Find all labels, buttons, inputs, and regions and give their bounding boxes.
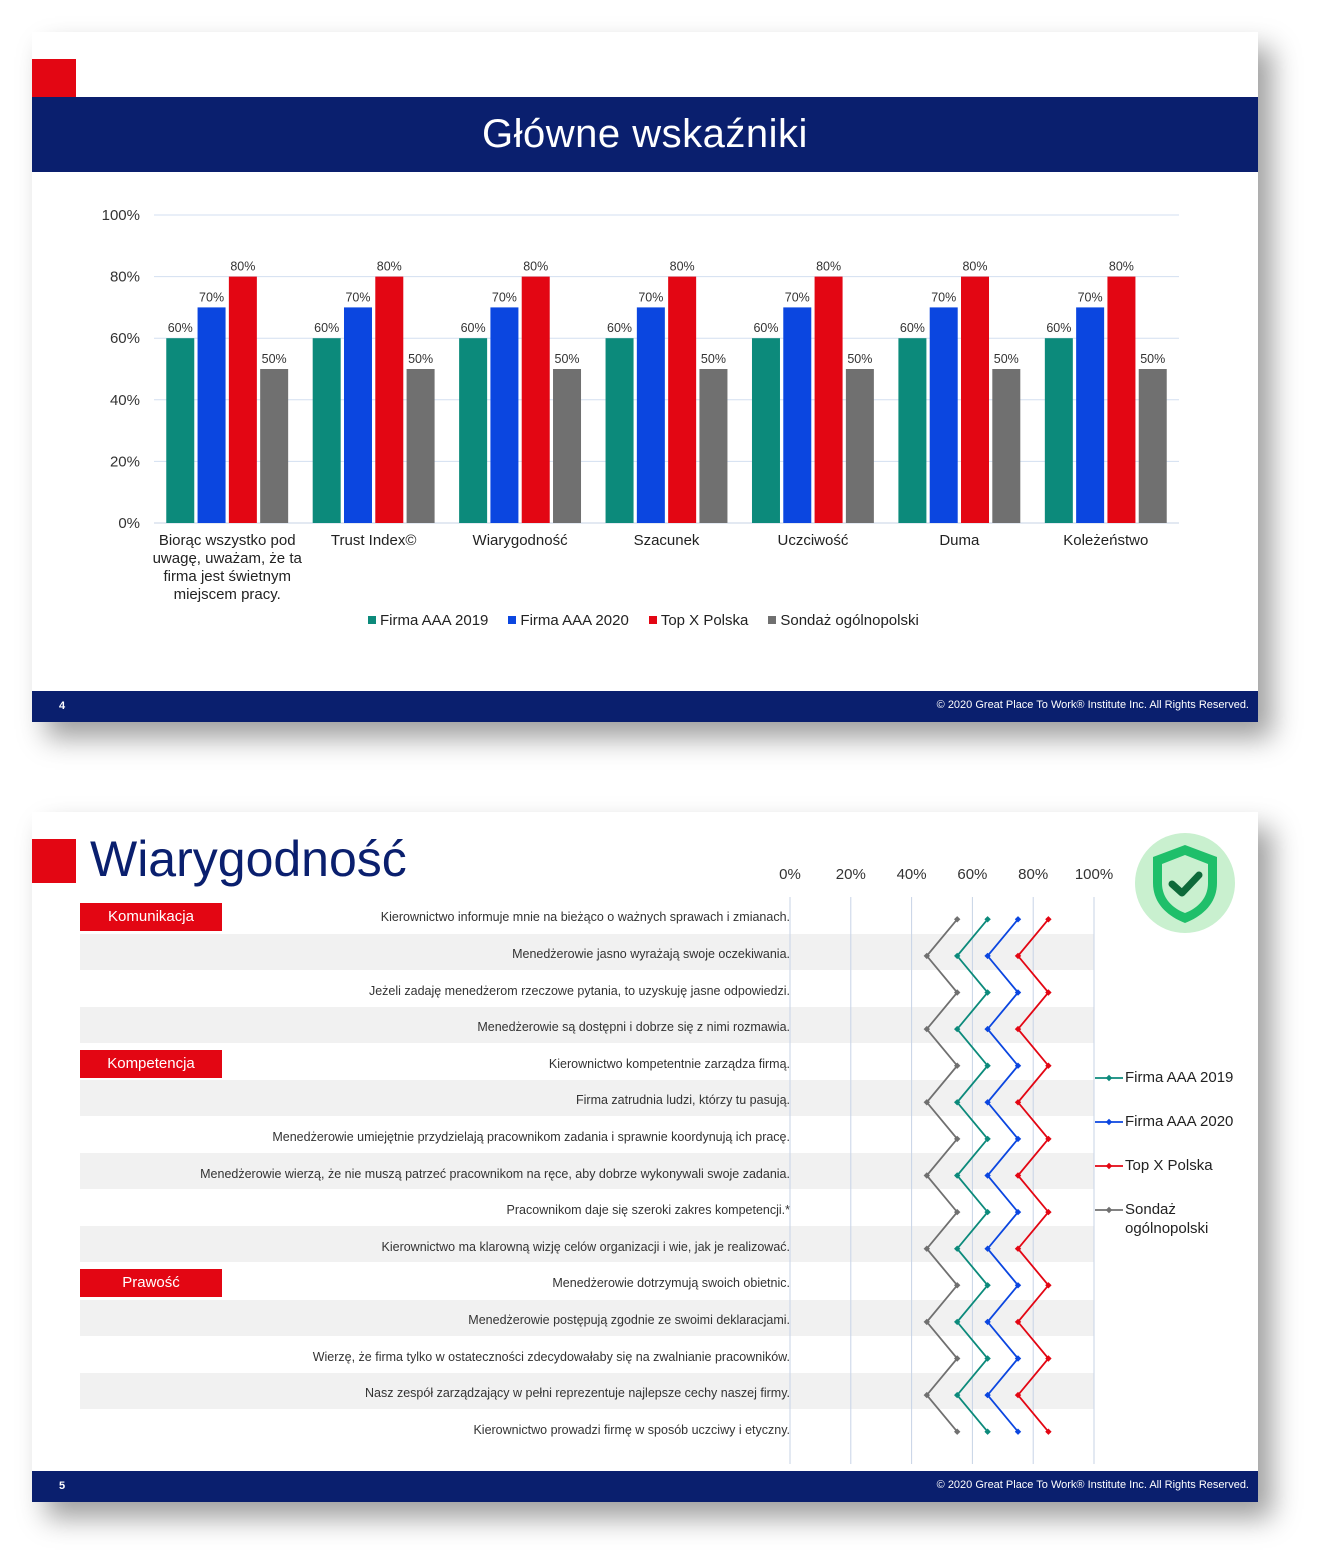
data-label: 50%	[261, 352, 287, 366]
x-tick-label: Szacunek	[633, 532, 700, 549]
data-label: 80%	[669, 259, 695, 274]
data-label: 60%	[314, 321, 340, 336]
y-tick-label: 20%	[109, 453, 140, 471]
data-label: 50%	[1140, 352, 1166, 366]
x-tick-label: Duma	[939, 532, 980, 549]
bar	[313, 338, 341, 523]
x-tick-label: Trust Index©	[330, 532, 417, 549]
data-label: 60%	[1046, 321, 1072, 336]
legend-label: Top X Polska	[660, 612, 749, 629]
data-label: 60%	[753, 321, 779, 336]
bar	[606, 338, 634, 523]
data-label: 50%	[700, 352, 726, 366]
legend-marker	[1094, 1200, 1124, 1220]
bar	[166, 338, 194, 523]
legend-marker	[1094, 1112, 1124, 1132]
data-label: 70%	[491, 290, 517, 305]
bar	[846, 369, 874, 523]
data-label: 50%	[847, 352, 873, 366]
bar	[930, 307, 958, 523]
question-text: Menedżerowie są dostępni i dobrze się z nimi rozmawia.	[477, 1020, 790, 1035]
page-number: 4	[59, 700, 66, 712]
question-text: Kierownictwo ma klarowną wizję celów organizacji i wie, jak je realizować.	[381, 1239, 790, 1254]
bar	[783, 307, 811, 523]
question-text: Menedżerowie dotrzymują swoich obietnic.	[552, 1276, 790, 1291]
data-label: 60%	[899, 321, 925, 336]
bar	[260, 369, 288, 523]
legend-label: Firma AAA 2019	[1125, 1069, 1234, 1086]
x-tick-label: 0%	[779, 866, 801, 883]
data-label: 60%	[607, 321, 633, 336]
question-text: Menedżerowie postępują zgodnie ze swoimi deklaracjami.	[468, 1312, 790, 1327]
legend-marker	[1094, 1068, 1124, 1088]
legend-swatch	[768, 616, 776, 624]
shield-check-icon	[1135, 833, 1235, 933]
legend-swatch	[368, 616, 376, 624]
slide-main-indicators	[32, 32, 1258, 722]
section-label: Kompetencja	[80, 1050, 222, 1078]
legend-label: Firma AAA 2020	[520, 612, 629, 629]
data-label: 70%	[345, 290, 371, 305]
data-label: 80%	[523, 259, 549, 274]
legend-label: Sondaż ogólnopolski	[1125, 1201, 1209, 1237]
legend-item	[649, 612, 749, 629]
data-label: 50%	[408, 352, 434, 366]
footer-bar	[32, 691, 1258, 722]
data-label: 80%	[1108, 259, 1134, 274]
copyright: © 2020 Great Place To Work® Institute Inc. All Rights Reserved.	[936, 699, 1249, 711]
x-tick-label: Wiarygodność	[472, 532, 568, 549]
data-label: 60%	[167, 321, 193, 336]
legend-item	[508, 612, 628, 629]
y-tick-label: 0%	[118, 515, 140, 532]
footer-bar	[32, 1471, 1258, 1502]
x-tick-label: Biorąc wszystko pod uwagę, uważam, że ta firma jest świetnym miejscem pracy.	[152, 532, 302, 603]
slide-credibility	[32, 812, 1258, 1502]
question-text: Menedżerowie jasno wyrażają swoje oczekiwania.	[512, 946, 790, 961]
section-label: Komunikacja	[80, 903, 222, 931]
slide-title: Główne wskaźniki	[32, 97, 1258, 172]
bar	[961, 277, 989, 523]
bar	[1107, 277, 1135, 523]
legend-item	[768, 612, 918, 629]
bar	[1045, 338, 1073, 523]
legend-label: Top X Polska	[1125, 1157, 1213, 1174]
legend-label: Firma AAA 2019	[380, 612, 489, 629]
question-text: Jeżeli zadaję menedżerom rzeczowe pytania, to uzyskuję jasne odpowiedzi.	[368, 983, 790, 998]
legend-swatch	[649, 616, 657, 624]
series-line	[927, 919, 957, 1431]
bar	[992, 369, 1020, 523]
legend-item	[368, 612, 488, 629]
data-label: 80%	[816, 259, 842, 274]
bar	[490, 307, 518, 523]
question-text: Pracownikom daje się szeroki zakres kompetencji.*	[506, 1203, 790, 1218]
bar	[637, 307, 665, 523]
question-text: Menedżerowie wierzą, że nie muszą patrzeć pracownikom na ręce, aby dobrze wykonywali swoje zadania.	[200, 1166, 790, 1181]
question-text: Wierzę, że firma tylko w ostateczności zdecydowałaby się na zwalnianie pracowników.	[312, 1349, 790, 1364]
bar	[752, 338, 780, 523]
data-label: 70%	[1077, 290, 1103, 305]
x-tick-label: Koleżeństwo	[1063, 532, 1149, 549]
bar	[375, 277, 403, 523]
bar	[522, 277, 550, 523]
slide-title: Wiarygodność	[90, 831, 407, 887]
bar	[459, 338, 487, 523]
chart-legend	[368, 612, 939, 629]
bar	[898, 338, 926, 523]
data-label: 70%	[931, 290, 957, 305]
section-label: Prawość	[80, 1269, 222, 1297]
bar	[1139, 369, 1167, 523]
x-tick-label: 40%	[896, 866, 927, 883]
data-label: 50%	[554, 352, 580, 366]
bar-chart	[32, 32, 1258, 612]
x-tick-label: 60%	[957, 866, 988, 883]
question-text: Menedżerowie umiejętnie przydzielają pracownikom zadania i sprawnie koordynują ich pracę.	[272, 1129, 790, 1144]
question-text: Kierownictwo prowadzi firmę w sposób uczciwy i etyczny.	[473, 1422, 790, 1437]
legend-label: Firma AAA 2020	[1125, 1113, 1234, 1130]
bar	[407, 369, 435, 523]
y-tick-label: 100%	[101, 207, 140, 224]
data-label: 70%	[638, 290, 664, 305]
series-line	[988, 919, 1018, 1431]
line-chart	[32, 812, 1258, 1472]
x-tick-label: 80%	[1018, 866, 1049, 883]
question-text: Firma zatrudnia ludzi, którzy tu pasują.	[576, 1093, 790, 1108]
y-tick-label: 60%	[109, 330, 140, 348]
data-label: 80%	[962, 259, 988, 274]
bar	[815, 277, 843, 523]
data-label: 70%	[199, 290, 225, 305]
y-tick-label: 80%	[109, 268, 140, 286]
bar	[1076, 307, 1104, 523]
y-tick-label: 40%	[109, 391, 140, 409]
data-label: 80%	[230, 259, 256, 274]
bar	[229, 277, 257, 523]
bar	[553, 369, 581, 523]
legend-marker	[1094, 1156, 1124, 1176]
data-label: 50%	[993, 352, 1019, 366]
bar	[699, 369, 727, 523]
legend-swatch	[508, 616, 516, 624]
copyright: © 2020 Great Place To Work® Institute Inc. All Rights Reserved.	[936, 1479, 1249, 1491]
question-text: Kierownictwo kompetentnie zarządza firmą.	[548, 1056, 790, 1071]
bar	[198, 307, 226, 523]
question-text: Kierownictwo informuje mnie na bieżąco o ważnych sprawach i zmianach.	[380, 910, 790, 925]
x-tick-label: 100%	[1074, 866, 1114, 883]
data-label: 60%	[460, 321, 486, 336]
x-tick-label: 20%	[835, 866, 866, 883]
question-text: Nasz zespół zarządzający w pełni reprezentuje najlepsze cechy naszej firmy.	[365, 1386, 790, 1401]
bar	[668, 277, 696, 523]
page-number: 5	[59, 1480, 66, 1492]
x-tick-label: Uczciwość	[777, 532, 849, 549]
data-label: 80%	[376, 259, 402, 274]
data-label: 70%	[784, 290, 810, 305]
legend-label: Sondaż ogólnopolski	[780, 612, 919, 629]
bar	[344, 307, 372, 523]
